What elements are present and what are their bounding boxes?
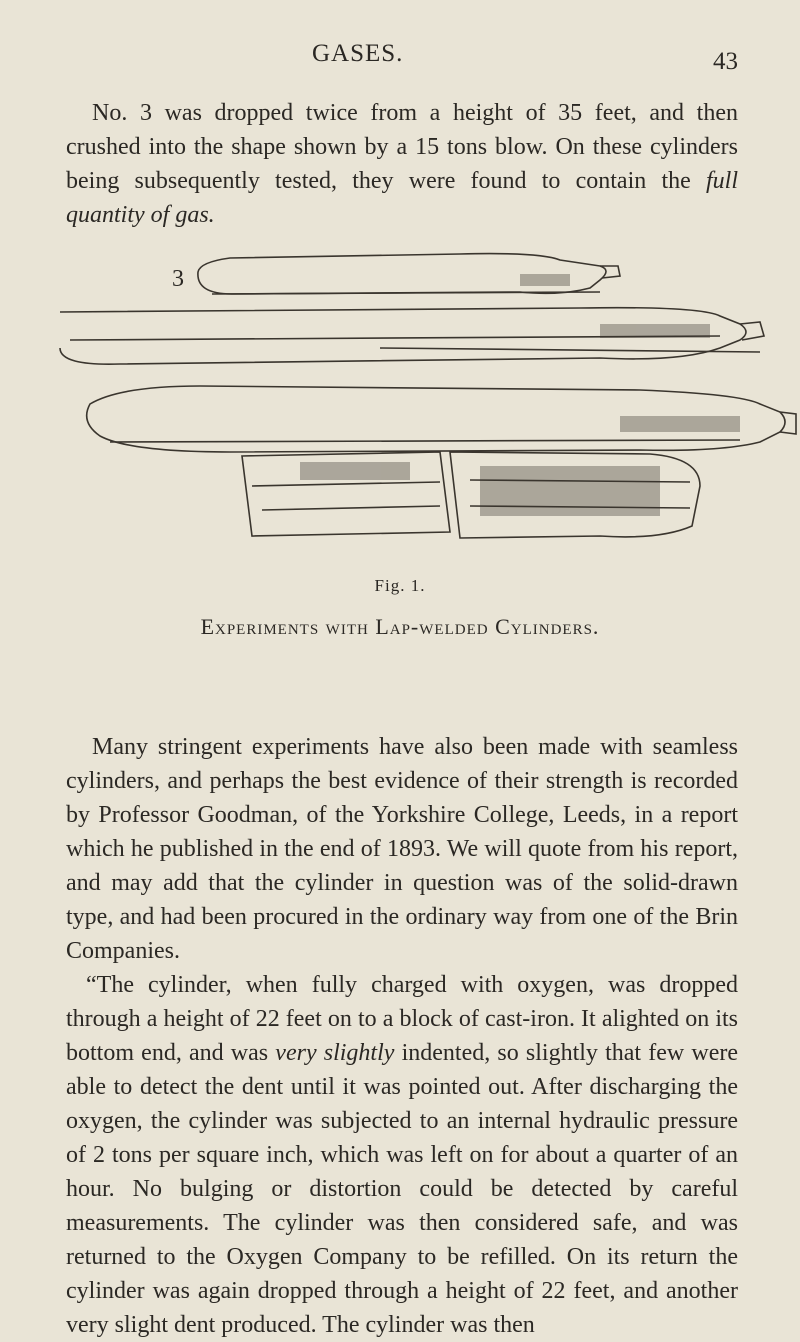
running-head [0, 40, 800, 80]
page-number: 43 [713, 48, 738, 75]
figure-caption: Fig. 1. [374, 576, 426, 595]
top-cylinder-body [198, 254, 606, 294]
paragraph-3-text-after: indented, so slightly that few were able to detect the dent until it was pointed out. After discharging the oxygen, the cylinder was subjected to an internal hydraulic pressure of 2 tons per square inch, which was left on for about a quarter of an hour. No bulging or distortion could be detected by careful measurements. The cylinder was then considered safe, and was returned to the Oxygen Company to be refilled. On its return the cylinder was again dropped through a height of 22 feet, and another very slight dent produced. The cylinder was then [66, 1040, 738, 1338]
paragraph-3-emphasis: very slightly [275, 1040, 395, 1066]
paragraph-1 [66, 96, 738, 232]
paragraph-2: Many stringent experiments have also been made with seamless cylinders, and perhaps the best evidence of their strength is recorded by Professor Goodman, of the Yorkshire College, Leeds, in a report which he published in the end of 1893. We will quote from his report, and may add that the cylinder in question was of the solid-drawn type, and had been procured in the ordinary way from one of the Brin Companies. [66, 734, 738, 964]
crushed-cylinder-illustration [0, 236, 800, 566]
running-title: GASES. [312, 40, 404, 67]
figure-label: 3 [172, 266, 184, 292]
paragraph-1-emphasis: full quantity of gas. [66, 168, 738, 228]
paragraph-3 [66, 968, 738, 1342]
paragraph-1-text: No. 3 was dropped twice from a height of 35 feet, and then crushed into the shape shown by a 15 tons blow. On these cylinders being subsequently tested, they were found to contain the [66, 100, 738, 194]
paragraph-3-text-before: “The cylinder, when fully charged with oxygen, was dropped through a height of 22 feet on to a block of cast-iron. It alighted on its bottom end, and was [66, 972, 738, 1066]
section-heading: Experiments with Lap-welded Cylinders. [200, 614, 600, 639]
